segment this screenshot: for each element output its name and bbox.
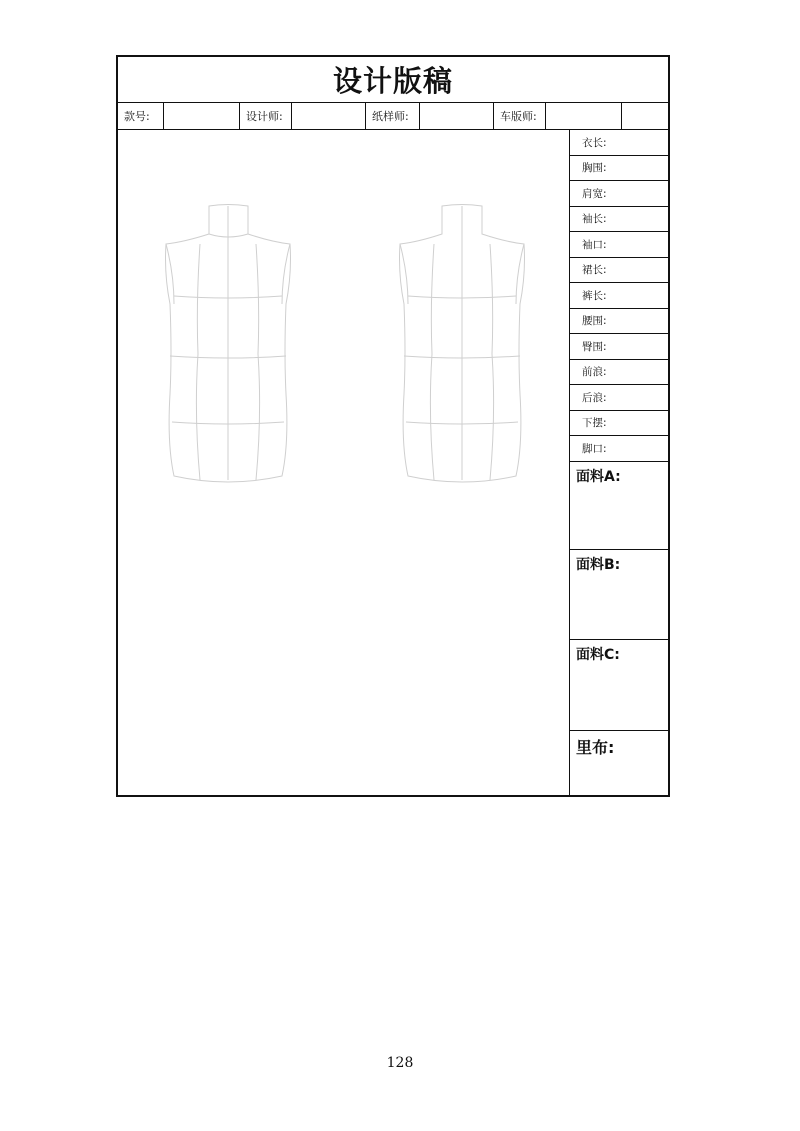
pattern-maker-label: 纸样师: (366, 103, 420, 129)
fabric-b[interactable]: 面料B: (570, 550, 668, 640)
measure-hem[interactable]: 下摆: (570, 411, 668, 437)
measure-cuff[interactable]: 袖口: (570, 232, 668, 258)
lining[interactable]: 里布: (576, 737, 615, 757)
fabric-c[interactable]: 面料C: (570, 640, 668, 731)
style-no-field[interactable] (164, 103, 240, 129)
measure-waist[interactable]: 腰围: (570, 309, 668, 335)
measure-pants-length[interactable]: 裤长: (570, 283, 668, 309)
page-number: 128 (386, 1055, 414, 1071)
style-no-label: 款号: (118, 103, 164, 129)
measure-back-rise[interactable]: 后浪: (570, 385, 668, 411)
pattern-maker-field[interactable] (420, 103, 494, 129)
measure-length[interactable]: 衣长: (570, 130, 668, 156)
extra-field[interactable] (622, 103, 668, 129)
designer-label: 设计师: (240, 103, 292, 129)
fabric-a[interactable]: 面料A: (570, 462, 668, 550)
measure-chest[interactable]: 胸围: (570, 156, 668, 182)
measure-hip[interactable]: 臀围: (570, 334, 668, 360)
info-row (118, 103, 668, 130)
sketch-area[interactable] (118, 130, 570, 797)
design-sheet (116, 55, 670, 797)
sewer-label: 车版师: (494, 103, 546, 129)
sheet-title: 设计版稿 (118, 57, 668, 103)
measurement-panel (570, 130, 668, 797)
measure-leg-opening[interactable]: 脚口: (570, 436, 668, 462)
designer-field[interactable] (292, 103, 366, 129)
measure-skirt-length[interactable]: 裙长: (570, 258, 668, 284)
measure-shoulder[interactable]: 肩宽: (570, 181, 668, 207)
measure-sleeve-length[interactable]: 袖长: (570, 207, 668, 233)
front-dress-form (162, 204, 292, 484)
back-dress-form (398, 204, 528, 484)
measure-front-rise[interactable]: 前浪: (570, 360, 668, 386)
sewer-field[interactable] (546, 103, 622, 129)
